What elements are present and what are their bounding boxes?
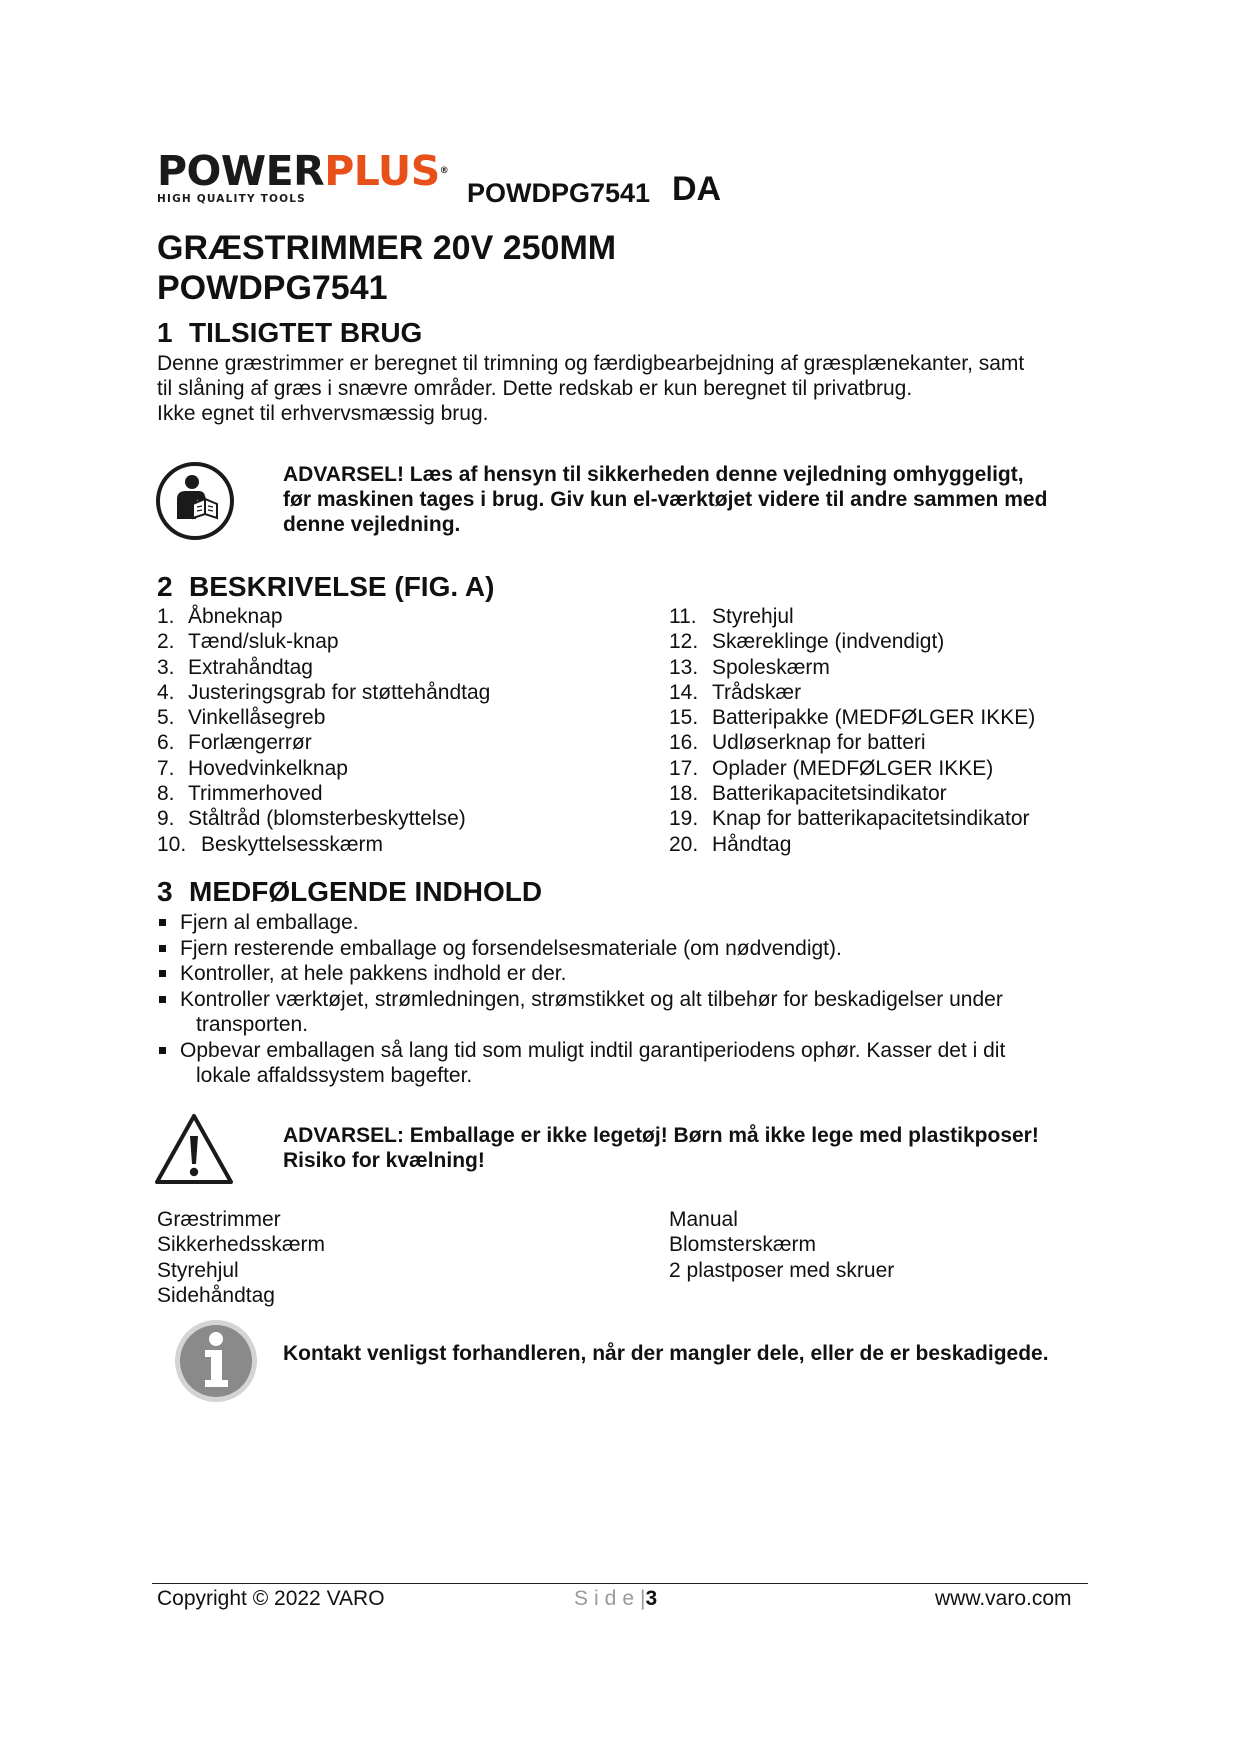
section-2-title: BESKRIVELSE (FIG. A)	[189, 571, 495, 602]
item-label: Ståltråd (blomsterbeskyttelse)	[188, 807, 466, 831]
package-contents-right	[669, 1207, 894, 1283]
warning-line: ADVARSEL: Emballage er ikke legetøj! Børn må ikke lege med plastikposer!	[283, 1124, 1039, 1147]
unpacking-bullet-list	[157, 910, 1087, 1089]
bullet-item	[157, 936, 1087, 962]
bullet-item	[157, 910, 1087, 936]
logo-tagline: HIGH QUALITY TOOLS	[157, 193, 306, 205]
title-line-1: GRÆSTRIMMER 20V 250MM	[157, 229, 617, 267]
section-1-paragraph	[157, 351, 1117, 426]
bullet-text: Fjern al emballage.	[180, 911, 359, 934]
item-label: Beskyttelsesskærm	[201, 832, 384, 856]
item-label: Vinkellåsegreb	[188, 706, 326, 730]
list-item	[669, 781, 1035, 806]
bullet-square-icon	[159, 919, 166, 926]
list-item	[157, 730, 490, 755]
item-number: 18.	[669, 782, 699, 806]
item-label: Justeringsgrab for støttehåndtag	[188, 680, 491, 704]
section-3-number: 3	[157, 876, 173, 907]
item-number: 3.	[157, 655, 175, 679]
item-number: 13.	[669, 655, 699, 679]
warning-line: før maskinen tages i brug. Giv kun el-værktøjet videre til andre sammen med	[283, 488, 1048, 511]
footer-page-indicator	[574, 1587, 657, 1611]
section-1-heading	[157, 317, 422, 349]
page-number: 3	[645, 1587, 658, 1610]
list-item: Styrehjul	[157, 1258, 239, 1282]
item-label: Forlængerrør	[188, 731, 312, 755]
list-item	[157, 781, 490, 806]
list-item: Sikkerhedsskærm	[157, 1233, 326, 1257]
header-model-number: POWDPG7541	[467, 178, 651, 208]
list-item	[669, 655, 1035, 680]
item-label: Spoleskærm	[712, 655, 830, 679]
list-item: Græstrimmer	[157, 1208, 281, 1231]
description-list-right	[669, 604, 1035, 857]
bullet-text: Fjern resterende emballage og forsendelsesmateriale (om nødvendigt).	[180, 936, 842, 960]
item-number: 9.	[157, 807, 175, 831]
paragraph-line: Ikke egnet til erhvervsmæssig brug.	[157, 402, 489, 425]
bullet-square-icon	[159, 945, 166, 952]
bullet-item	[157, 1038, 1087, 1089]
list-item	[157, 756, 490, 781]
item-number: 4.	[157, 680, 175, 704]
item-label: Knap for batterikapacitetsindikator	[712, 807, 1030, 831]
bullet-text: Opbevar emballagen så lang tid som muligt indtil garantiperiodens ophør. Kasser det i dit	[180, 1038, 1006, 1062]
list-item	[157, 705, 490, 730]
section-2-heading	[157, 571, 494, 603]
page-separator: |	[640, 1587, 646, 1610]
item-number: 7.	[157, 756, 175, 780]
item-label: Hovedvinkelknap	[188, 756, 348, 780]
language-code: DA	[672, 170, 722, 208]
list-item	[157, 629, 490, 654]
paragraph-line: Denne græstrimmer er beregnet til trimning og færdigbearbejdning af græsplænekanter, samt	[157, 352, 1025, 375]
item-number: 16.	[669, 731, 699, 755]
list-item	[157, 806, 490, 831]
item-number: 20.	[669, 832, 699, 856]
item-number: 8.	[157, 782, 175, 806]
item-number: 1.	[157, 605, 175, 628]
list-item	[669, 705, 1035, 730]
package-contents-left	[157, 1207, 325, 1308]
item-number: 11.	[669, 605, 697, 628]
title-line-2: POWDPG7541	[157, 269, 388, 307]
list-item: Sidehåndtag	[157, 1283, 275, 1307]
bullet-item	[157, 987, 1087, 1038]
item-label: Udløserknap for batteri	[712, 731, 926, 755]
item-label: Skæreklinge (indvendigt)	[712, 630, 945, 654]
manual-warning-text	[283, 462, 1047, 537]
list-item	[157, 680, 490, 705]
paragraph-line: til slåning af græs i snævre områder. Dette redskab er kun beregnet til privatbrug.	[157, 377, 913, 400]
list-item	[157, 832, 490, 857]
item-label: Åbneknap	[188, 605, 283, 628]
warning-line: Risiko for kvælning!	[283, 1149, 485, 1172]
list-item	[669, 629, 1035, 654]
info-icon	[172, 1317, 260, 1405]
item-label: Trådskær	[712, 680, 802, 704]
read-manual-icon	[153, 459, 237, 543]
list-item	[669, 832, 1035, 857]
list-item	[157, 655, 490, 680]
list-item	[669, 680, 1035, 705]
list-item	[669, 604, 1035, 629]
bullet-square-icon	[159, 996, 166, 1003]
item-label: Oplader (MEDFØLGER IKKE)	[712, 756, 994, 780]
item-number: 6.	[157, 731, 175, 755]
footer-website[interactable]: www.varo.com	[935, 1587, 1072, 1610]
logo-plus-text: PLUS	[324, 147, 440, 195]
item-label: Tænd/sluk-knap	[188, 630, 339, 654]
item-number: 5.	[157, 706, 175, 730]
item-number: 14.	[669, 680, 699, 704]
list-item	[669, 756, 1035, 781]
missing-parts-info-text: Kontakt venligst forhandleren, når der mangler dele, eller de er beskadigede.	[283, 1342, 1049, 1365]
footer-divider	[152, 1583, 1088, 1584]
item-number: 2.	[157, 630, 175, 654]
warning-line: ADVARSEL! Læs af hensyn til sikkerheden denne vejledning omhyggeligt,	[283, 463, 1024, 486]
list-item	[669, 806, 1035, 831]
document-title	[157, 228, 616, 308]
item-label: Håndtag	[712, 832, 792, 856]
bullet-text-continued: lokale affaldssystem bagefter.	[196, 1064, 473, 1087]
bullet-square-icon	[159, 1047, 166, 1054]
item-number: 19.	[669, 807, 699, 831]
section-3-title: MEDFØLGENDE INDHOLD	[189, 876, 543, 907]
packaging-warning-text	[283, 1123, 1039, 1173]
list-item	[157, 604, 490, 629]
bullet-text: Kontroller værktøjet, strømledningen, strømstikket og alt tilbehør for beskadigelser under	[180, 987, 1003, 1011]
list-item: Blomsterskærm	[669, 1233, 817, 1257]
warning-triangle-icon	[153, 1112, 235, 1186]
logo-registered-mark: ®	[439, 166, 449, 176]
list-item	[669, 730, 1035, 755]
bullet-item	[157, 961, 1087, 987]
section-1-title: TILSIGTET BRUG	[189, 317, 423, 348]
bullet-square-icon	[159, 970, 166, 977]
list-item: Manual	[669, 1208, 738, 1231]
item-label: Styrehjul	[712, 605, 794, 628]
logo-power-text: POWER	[157, 147, 325, 195]
section-3-heading	[157, 876, 542, 908]
bullet-text: Kontroller, at hele pakkens indhold er der.	[180, 962, 567, 985]
description-list-left	[157, 604, 490, 857]
item-label: Batteripakke (MEDFØLGER IKKE)	[712, 706, 1036, 730]
list-item: 2 plastposer med skruer	[669, 1258, 895, 1282]
item-number: 10.	[157, 832, 187, 856]
section-2-number: 2	[157, 571, 173, 602]
item-label: Extrahåndtag	[188, 655, 313, 679]
item-label: Batterikapacitetsindikator	[712, 782, 947, 806]
warning-line: denne vejledning.	[283, 513, 461, 536]
footer-copyright: Copyright © 2022 VARO	[157, 1587, 385, 1610]
item-number: 17.	[669, 756, 699, 780]
powerplus-logo	[157, 147, 449, 206]
bullet-text-continued: transporten.	[196, 1013, 309, 1036]
item-number: 12.	[669, 630, 699, 654]
item-label: Trimmerhoved	[188, 782, 323, 806]
page-label: Side	[574, 1587, 641, 1610]
section-1-number: 1	[157, 317, 173, 348]
item-number: 15.	[669, 706, 699, 730]
